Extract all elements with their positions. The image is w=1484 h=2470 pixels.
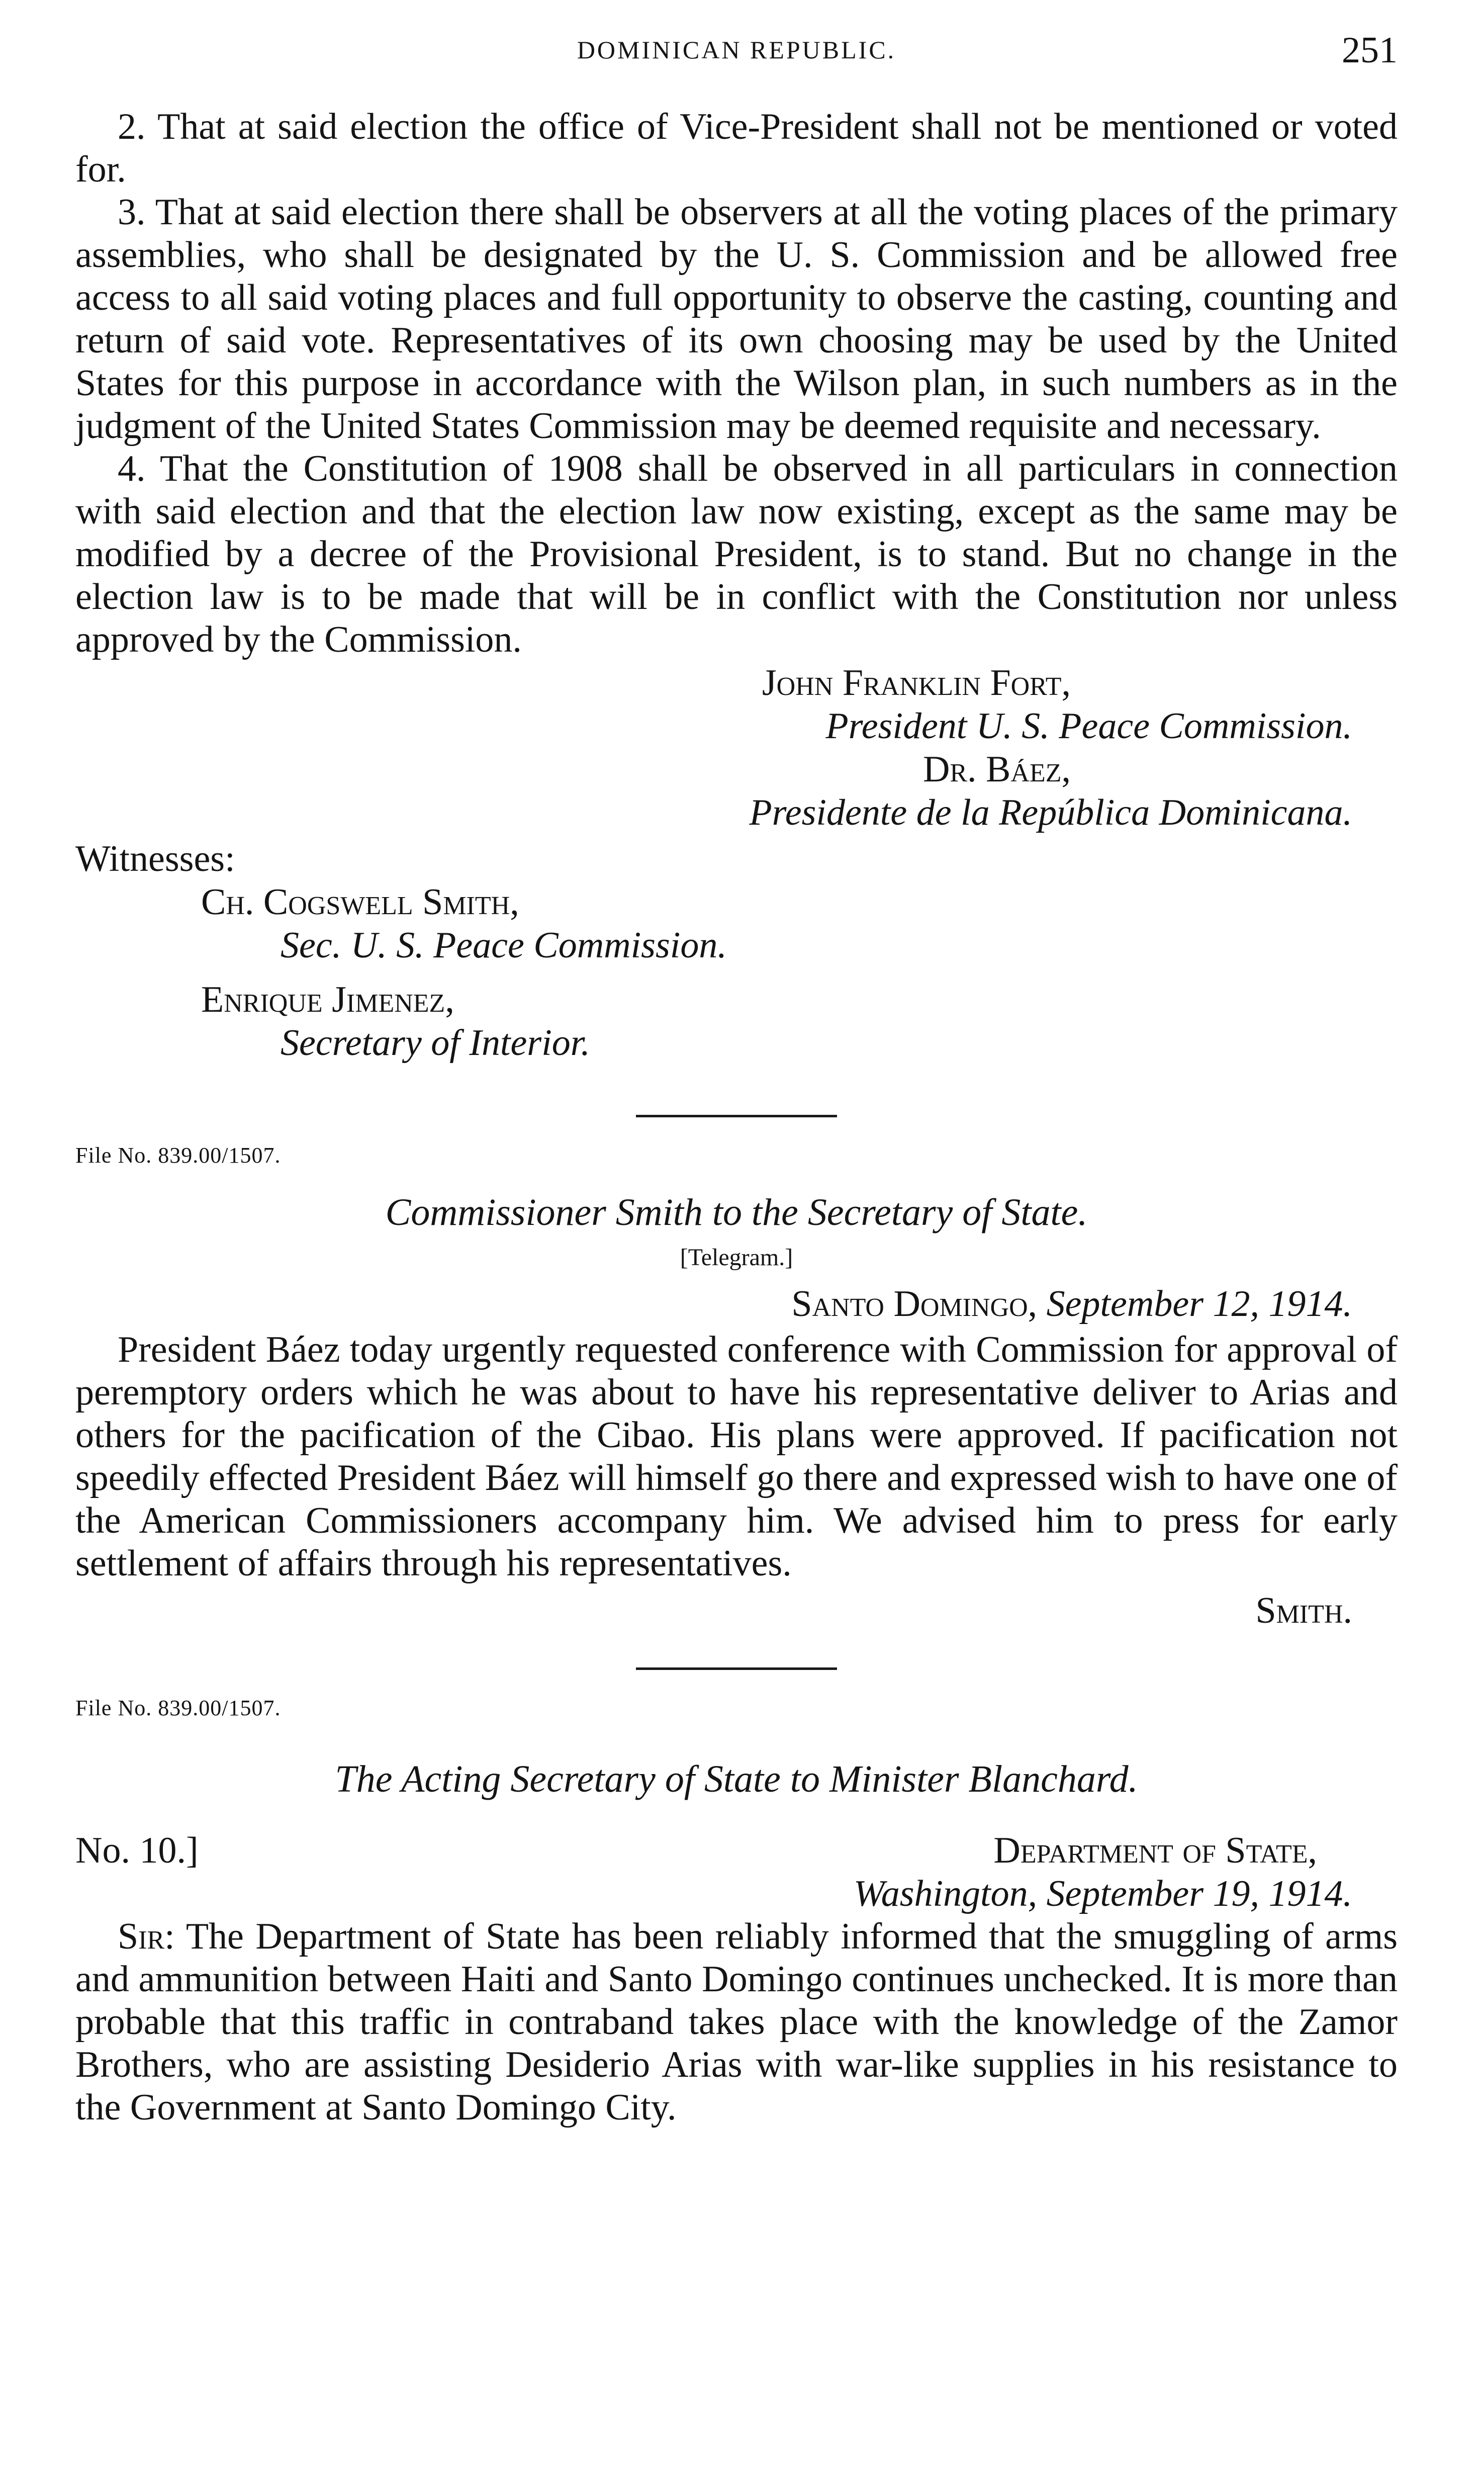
place-date-line — [75, 1282, 1398, 1326]
signatory-name-fort: John Franklin Fort, — [762, 662, 1071, 703]
telegram-body: President Báez today urgently requested conference with Commission for approval of peremptory orders which he was about to have his representative deliver to Arias and others for the pacification of the Cibao. His plans were approved. If pacification not speedily effected President Báez will himself go there and expressed wish to have one of the American Commissioners accompany him. We advised him to press for early settlement of affairs through his representatives. — [75, 1329, 1398, 1584]
signature-smith: Smith. — [1255, 1590, 1352, 1631]
section-divider — [636, 1667, 837, 1670]
agreement-item-2: 2. That at said election the office of Vice-President shall not be mentioned or voted for. — [75, 106, 1398, 190]
agreement-item-3: 3. That at said election there shall be observers at all the voting places of the primary assemblies, who shall be designated by the U. S. Commission and be allowed free access to all said voting places and full opportunity to observe the casting, counting and return of said vote. Representatives of its own choosing may be used by the United States for this purpose in accordance with the Wilson plan, in such numbers as in the judgment of the United States Commission may be deemed requisite and necessary. — [75, 192, 1398, 447]
signatory-name-baez: Dr. Báez, — [922, 749, 1071, 790]
signatory-title-baez: Presidente de la República Dominicana. — [749, 792, 1352, 833]
letter-body — [75, 1915, 1398, 2129]
witnesses-label: Witnesses: — [75, 838, 235, 879]
department-name: Department of State, — [993, 1830, 1317, 1871]
file-number: File No. 839.00/1507. — [75, 1696, 281, 1720]
page-header — [75, 29, 1398, 74]
section-divider — [636, 1115, 837, 1117]
page-content — [75, 106, 1398, 2129]
file-number: File No. 839.00/1507. — [75, 1143, 281, 1168]
washington-dateline: Washington, September 19, 1914. — [853, 1873, 1352, 1914]
witness-title-smith: Sec. U. S. Peace Commission. — [281, 925, 727, 966]
dateline-place: Santo Domingo, — [791, 1283, 1038, 1325]
witness-title-jimenez: Secretary of Interior. — [281, 1022, 590, 1064]
witness-name-jimenez: Enrique Jimenez, — [201, 979, 454, 1020]
dispatch-heading-row — [75, 1829, 1398, 1872]
running-head: DOMINICAN REPUBLIC. — [577, 36, 896, 64]
dispatch-number: No. 10.] — [75, 1830, 199, 1871]
signatory-title-fort: President U. S. Peace Commission. — [825, 705, 1352, 747]
telegram-tag: [Telegram.] — [680, 1244, 793, 1271]
salutation: Sir: — [118, 1916, 175, 1957]
page-number: 251 — [1342, 30, 1398, 71]
witness-name-smith: Ch. Cogswell Smith, — [201, 881, 519, 923]
document-title: Commissioner Smith to the Secretary of State. — [385, 1191, 1088, 1233]
document-title: The Acting Secretary of State to Minister Blanchard. — [335, 1758, 1138, 1800]
agreement-item-4: 4. That the Constitution of 1908 shall be observed in all particulars in connection with said election and that the election law now existing, except as the same may be modified by a decree of the Provisional President, is to stand. But no change in the election law is to be made that will be in conflict with the Constitution nor unless approved by the Commission. — [75, 448, 1398, 660]
letter-text: The Department of State has been reliably informed that the smuggling of arms and ammunition between Haiti and Santo Domingo continues unchecked. It is more than probable that this traffic in contraband takes place with the knowledge of the Zamor Brothers, who are assisting Desiderio Arias with war-like supplies in his resistance to the Government at Santo Domingo City. — [75, 1916, 1398, 2128]
dateline-date: September 12, 1914. — [1046, 1283, 1352, 1325]
